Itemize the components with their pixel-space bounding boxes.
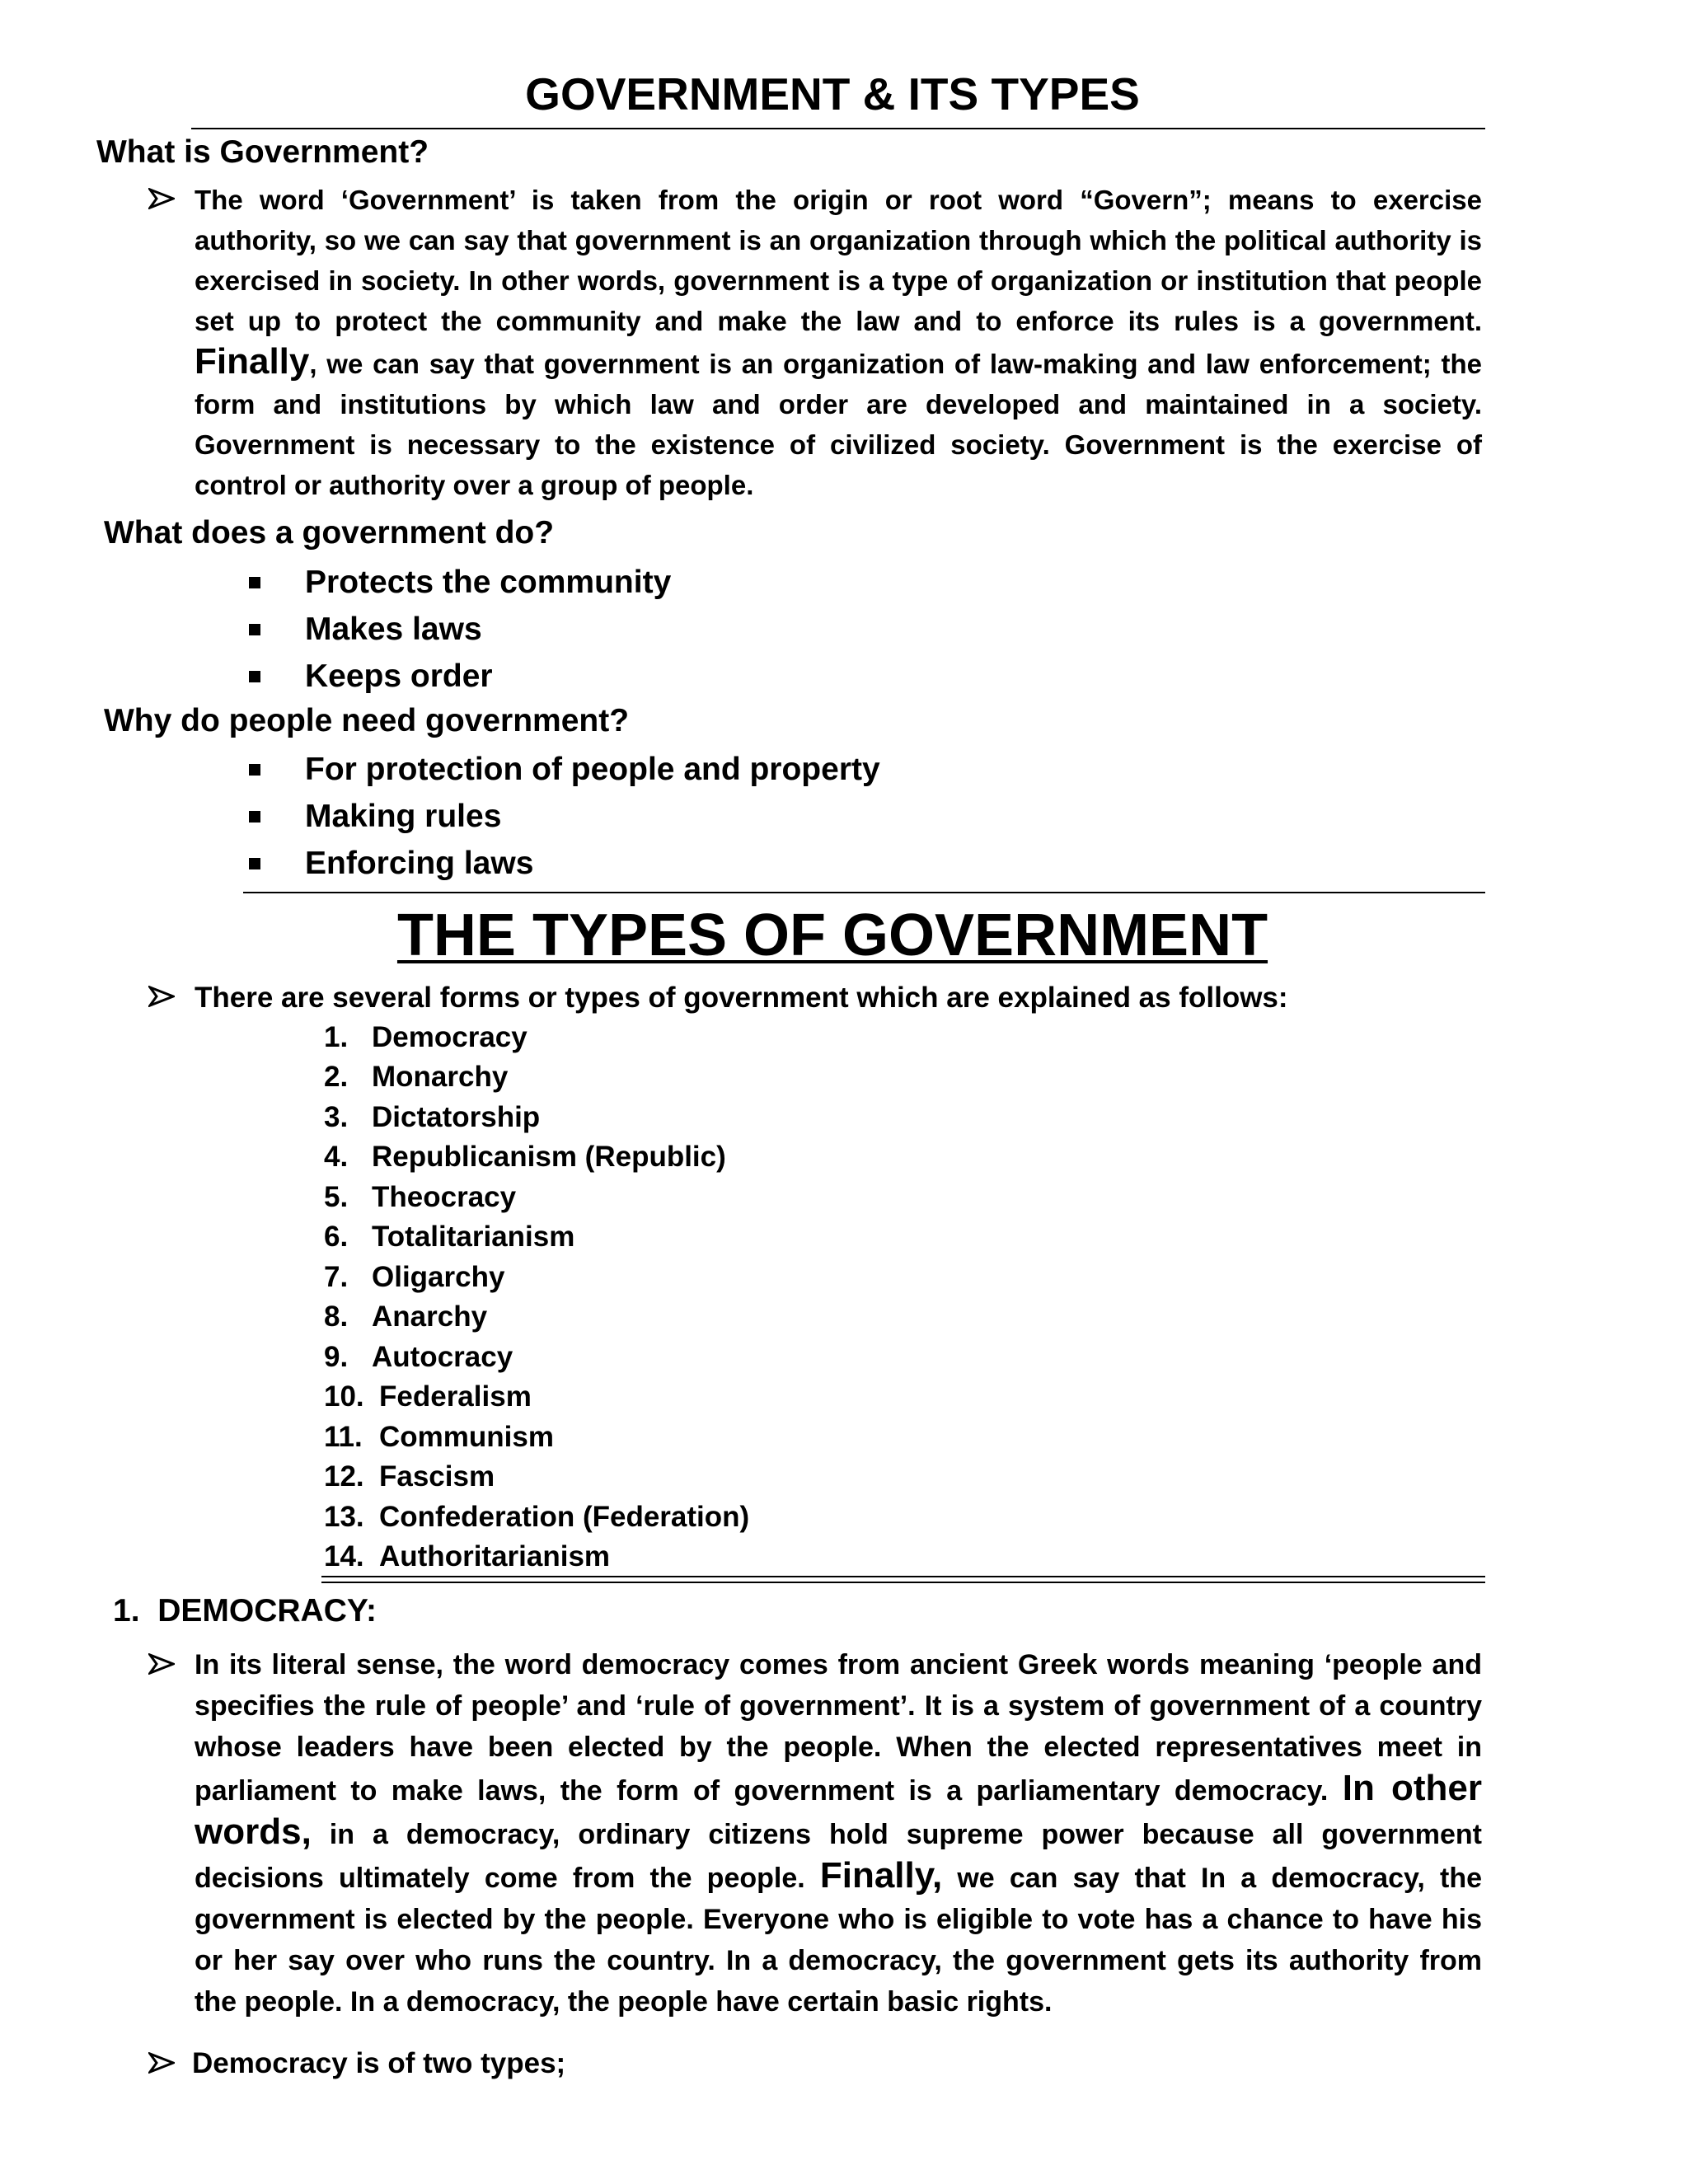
list-item [324,1497,749,1537]
list-label: Authoritarianism [379,1540,611,1572]
types-intro: There are several forms or types of government which are explained as follows: [195,982,1288,1014]
list-item [324,1258,504,1297]
list-item: Keeps order [305,658,493,694]
democracy-emphasis-1: In other words, [195,1768,1482,1852]
list-label: Republicanism (Republic) [372,1141,726,1173]
list-label: Theocracy [372,1181,517,1213]
list-label: Fascism [379,1460,495,1493]
democracy-heading-number: 1. [113,1593,140,1629]
list-label: Dictatorship [372,1101,541,1133]
list-item [324,1018,528,1057]
list-item [324,1297,487,1337]
list-item [324,1457,495,1497]
democracy-types-intro: Democracy is of two types; [192,2047,566,2079]
list-number: 2. [324,1061,349,1093]
list-item: Protects the community [305,565,672,600]
list-number: 12. [324,1460,364,1493]
why-need-heading: Why do people need government? [104,703,630,738]
list-item [324,1338,513,1377]
list-number: 13. [324,1501,364,1533]
list-number: 14. [324,1540,364,1572]
list-number: 6. [324,1221,349,1253]
democracy-text-2: in a democracy, ordinary citizens hold supreme power because all government decisions ultimately come from the people. [195,1819,1482,1894]
list-item: Makes laws [305,612,482,647]
square-bullet-icon [249,671,260,682]
list-number: 9. [324,1341,349,1373]
arrow-bullet-icon [148,2052,175,2074]
list-label: Anarchy [372,1301,488,1333]
square-bullet-icon [249,624,260,635]
list-label: Communism [379,1421,554,1453]
what-is-heading: What is Government? [96,134,429,170]
list-item [324,1418,554,1457]
what-is-finally: Finally [195,341,310,382]
list-label: Autocracy [372,1341,513,1373]
democracy-emphasis-2: Finally, [819,1855,943,1896]
arrow-bullet-icon [148,188,175,209]
democracy-heading-label: DEMOCRACY: [157,1593,377,1629]
arrow-bullet-icon [148,986,175,1007]
list-label: Oligarchy [372,1261,505,1293]
democracy-heading [113,1589,377,1633]
list-item [324,1178,516,1217]
what-is-text-a: The word ‘Government’ is taken from the origin or root word “Govern”; means to exercise authority, so we can say that government is an organization through which the political authority is exercised in society. In other words, government is a type of organization or institution that people set up to protect the community and make the law and to enforce its rules is a government. [195,185,1482,336]
list-number: 5. [324,1181,349,1213]
list-label: Federalism [379,1380,532,1413]
list-number: 4. [324,1141,349,1173]
list-label: Totalitarianism [372,1221,575,1253]
page-title: GOVERNMENT & ITS TYPES [525,68,1140,120]
what-does-heading: What does a government do? [104,515,555,551]
double-rule [321,1576,1485,1583]
democracy-paragraph [195,1644,1482,2022]
list-number: 3. [324,1101,349,1133]
list-number: 10. [324,1380,364,1413]
what-is-text-b: , we can say that government is an organization of law-making and law enforcement; the form and institutions by which law and order are developed and maintained in a society. Government is necessary to the existence of civilized society. Government is the exercise of control or authority over a group of people. [195,349,1482,500]
what-is-paragraph [195,180,1482,505]
democracy-text-3: we can say that In a democracy, the government is elected by the people. Everyone who is eligible to vote has a chance to have his or her say over who runs the country. In a democracy, the government gets its authority from the people. In a democracy, the people have certain basic rights. [195,1863,1482,2018]
square-bullet-icon [249,858,260,869]
list-number: 7. [324,1261,349,1293]
list-item [324,1377,532,1417]
list-label: Monarchy [372,1061,509,1093]
list-item: Making rules [305,799,502,834]
square-bullet-icon [249,811,260,823]
section-rule [243,892,1485,893]
list-number: 8. [324,1301,349,1333]
list-item [324,1537,610,1577]
list-number: 1. [324,1021,349,1053]
list-item: Enforcing laws [305,846,534,881]
types-heading: THE TYPES OF GOVERNMENT [396,902,1268,968]
list-number: 11. [324,1421,363,1453]
list-label: Confederation (Federation) [379,1501,750,1533]
list-item [324,1057,508,1097]
list-item [324,1098,540,1137]
title-rule [191,128,1485,129]
list-label: Democracy [372,1021,528,1053]
list-item [324,1137,726,1177]
list-item: For protection of people and property [305,752,880,787]
democracy-text-1: In its literal sense, the word democracy comes from ancient Greek words meaning ‘people and specifies the rule of people’ and ‘rule of government’. It is a system of government of a country whose leaders have been elected by the people. When the elected representatives meet in parliament to make laws, the form of government is a parliamentary democracy. [195,1649,1482,1807]
square-bullet-icon [249,764,260,776]
list-item [324,1217,574,1257]
square-bullet-icon [249,577,260,588]
arrow-bullet-icon [148,1653,175,1675]
